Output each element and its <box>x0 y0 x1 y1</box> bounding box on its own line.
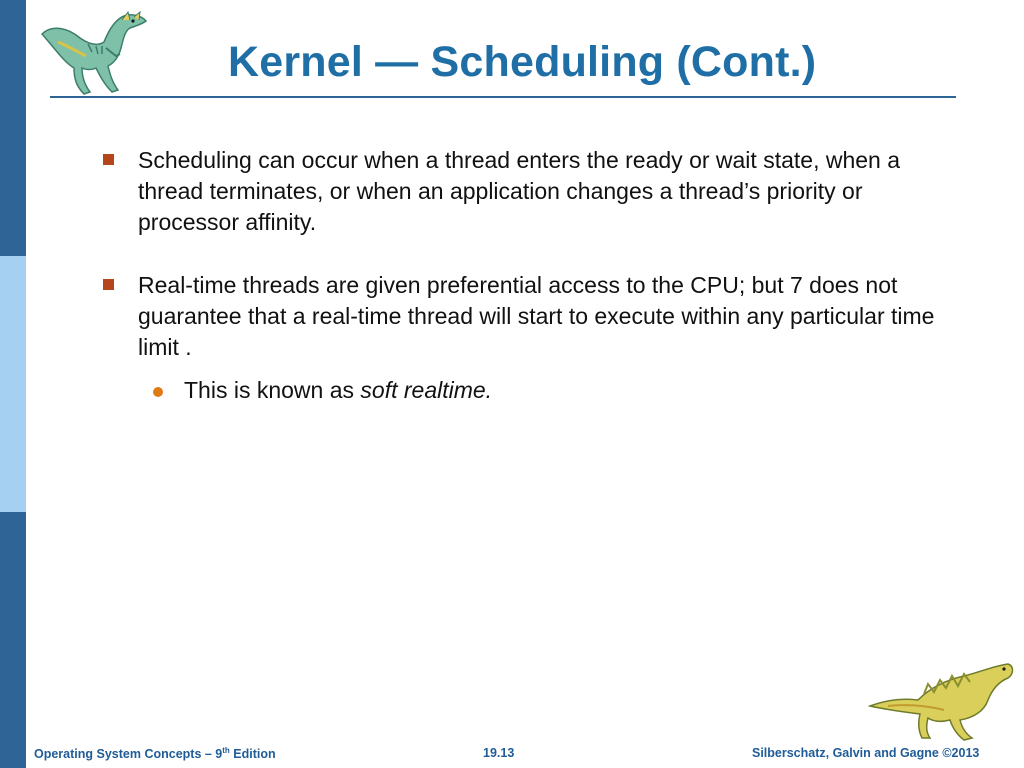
slide-body <box>100 145 950 406</box>
bullet-text: Scheduling can occur when a thread enters the ready or wait state, when a thread terminates, or when an application changes a thread’s priority or processor affinity. <box>138 147 901 235</box>
dinosaur-logo-icon <box>38 8 156 98</box>
square-bullet-icon <box>103 279 114 290</box>
sidebar-stripe-bottom <box>0 512 26 768</box>
slide-title: Kernel — Scheduling (Cont.) <box>228 38 817 86</box>
title-divider <box>50 96 956 98</box>
bullet-text: Real-time threads are given preferential access to the CPU; but 7 does not guarantee that a real-time thread will start to execute within any particular time limit . <box>138 272 935 360</box>
sub-bullet-prefix: This is known as <box>184 377 361 403</box>
bullet-item <box>100 270 950 363</box>
footer-page-number: 19.13 <box>483 746 515 760</box>
footer-book-title: Operating System Concepts – 9th Edition <box>34 746 276 762</box>
dinosaur-logo-icon <box>868 660 1018 742</box>
round-bullet-icon <box>153 387 163 397</box>
square-bullet-icon <box>103 154 114 165</box>
sidebar-stripe-middle <box>0 256 26 512</box>
sidebar-stripe-top <box>0 0 26 256</box>
sub-bullet-emphasis: soft realtime. <box>360 377 493 403</box>
sub-bullet-item <box>100 375 950 406</box>
bullet-item <box>100 145 950 238</box>
footer-authors: Silberschatz, Galvin and Gagne ©2013 <box>752 746 980 760</box>
